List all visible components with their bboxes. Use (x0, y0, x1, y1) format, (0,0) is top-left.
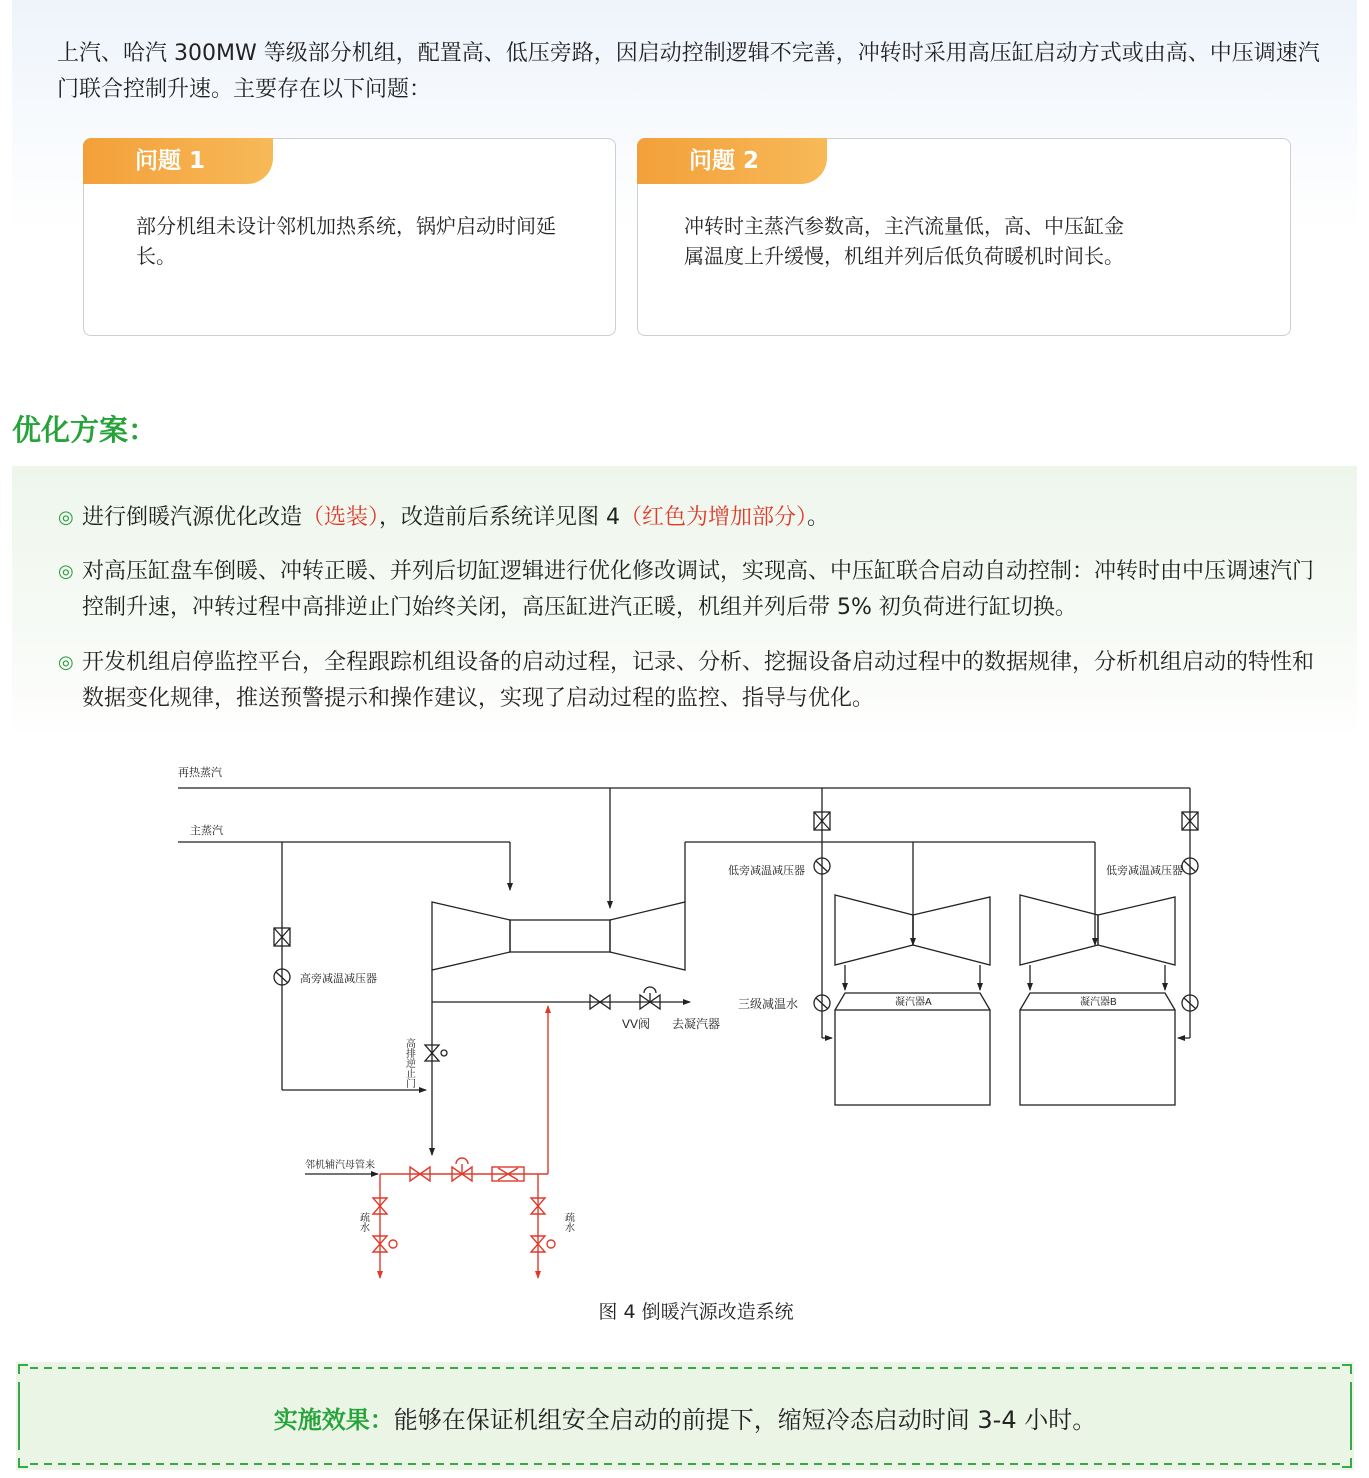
label-drain-right: 疏水 (562, 1212, 574, 1232)
item3-text: 开发机组启停监控平台，全程跟踪机组设备的启动过程，记录、分析、挖掘设备启动过程中的数据规律，分析机组启动的特性和数据变化规律，推送预警提示和操作建议，实现了启动过程的监控、指导与优化。 (82, 650, 1315, 711)
bullet-icon: ◎ (58, 652, 74, 673)
intro-paragraph: 上汽、哈汽 300MW 等级部分机组，配置高、低压旁路，因启动控制逻辑不完善，冲转时采用高压缸启动方式或由高、中压调速汽门联合控制升速。主要存在以下问题： (57, 41, 1320, 102)
label-hp-bypass: 高旁减温减压器 (300, 973, 377, 985)
label-third-stage-desuperheat: 三级减温水 (738, 997, 799, 1011)
optimization-item-3 (58, 645, 1323, 717)
result-statement (16, 1400, 1354, 1435)
label-hp-check-valve: 高排逆止门 (403, 1038, 415, 1088)
problem-card-2 (637, 138, 1291, 336)
item1-text-e: 。 (807, 505, 830, 530)
item1-optional-note: （选装） (302, 505, 380, 530)
item1-red-note: （红色为增加部分） (620, 505, 808, 530)
label-condenser-a: 凝汽器A (895, 997, 932, 1008)
label-drain-left: 疏水 (357, 1212, 369, 1232)
label-vv-valve: VV阀 (622, 1017, 651, 1031)
optimization-title: 优化方案： (12, 413, 158, 447)
result-text: 能够在保证机组安全启动的前提下，缩短冷态启动时间 3-4 小时。 (393, 1406, 1097, 1434)
label-to-condenser: 去凝汽器 (672, 1017, 721, 1031)
problem-card-1 (83, 138, 616, 336)
optimization-item-1 (58, 500, 1323, 536)
optimization-item-2 (58, 554, 1323, 626)
label-main-steam: 主蒸汽 (190, 825, 223, 837)
item1-text-c: ，改造前后系统详见图 4 (379, 505, 621, 530)
bullet-icon: ◎ (58, 507, 74, 528)
figure-caption: 图 4 倒暖汽源改造系统 (598, 1301, 794, 1323)
system-diagram (0, 740, 1369, 1300)
label-lp-bypass-left: 低旁减温减压器 (728, 865, 805, 877)
item1-text-a: 进行倒暖汽源优化改造 (82, 505, 303, 530)
problem-2-text: 冲转时主蒸汽参数高，主汽流量低，高、中压缸金属温度上升缓慢，机组并列后低负荷暖机时间长。 (684, 214, 1124, 268)
problem-1-text: 部分机组未设计邻机加热系统，锅炉启动时间延长。 (136, 214, 556, 268)
result-box (16, 1362, 1354, 1470)
result-label: 实施效果： (273, 1406, 394, 1434)
label-condenser-b: 凝汽器B (1080, 997, 1117, 1008)
item2-text: 对高压缸盘车倒暖、冲转正暖、并列后切缸逻辑进行优化修改调试，实现高、中压缸联合启动自动控制：冲转时由中压调速汽门控制升速，冲转过程中高排逆止门始终关闭，高压缸进汽正暖，机组并列后带 5% 初负荷进行缸切换。 (82, 559, 1315, 620)
bullet-icon: ◎ (58, 561, 74, 582)
problem-1-title: 问题 1 (83, 138, 273, 184)
label-lp-bypass-right: 低旁减温减压器 (1106, 865, 1183, 877)
problem-2-title: 问题 2 (637, 138, 827, 184)
label-reheat-steam: 再热蒸汽 (178, 767, 222, 779)
label-neighbor-steam: 邻机辅汽母管来 (305, 1160, 375, 1171)
